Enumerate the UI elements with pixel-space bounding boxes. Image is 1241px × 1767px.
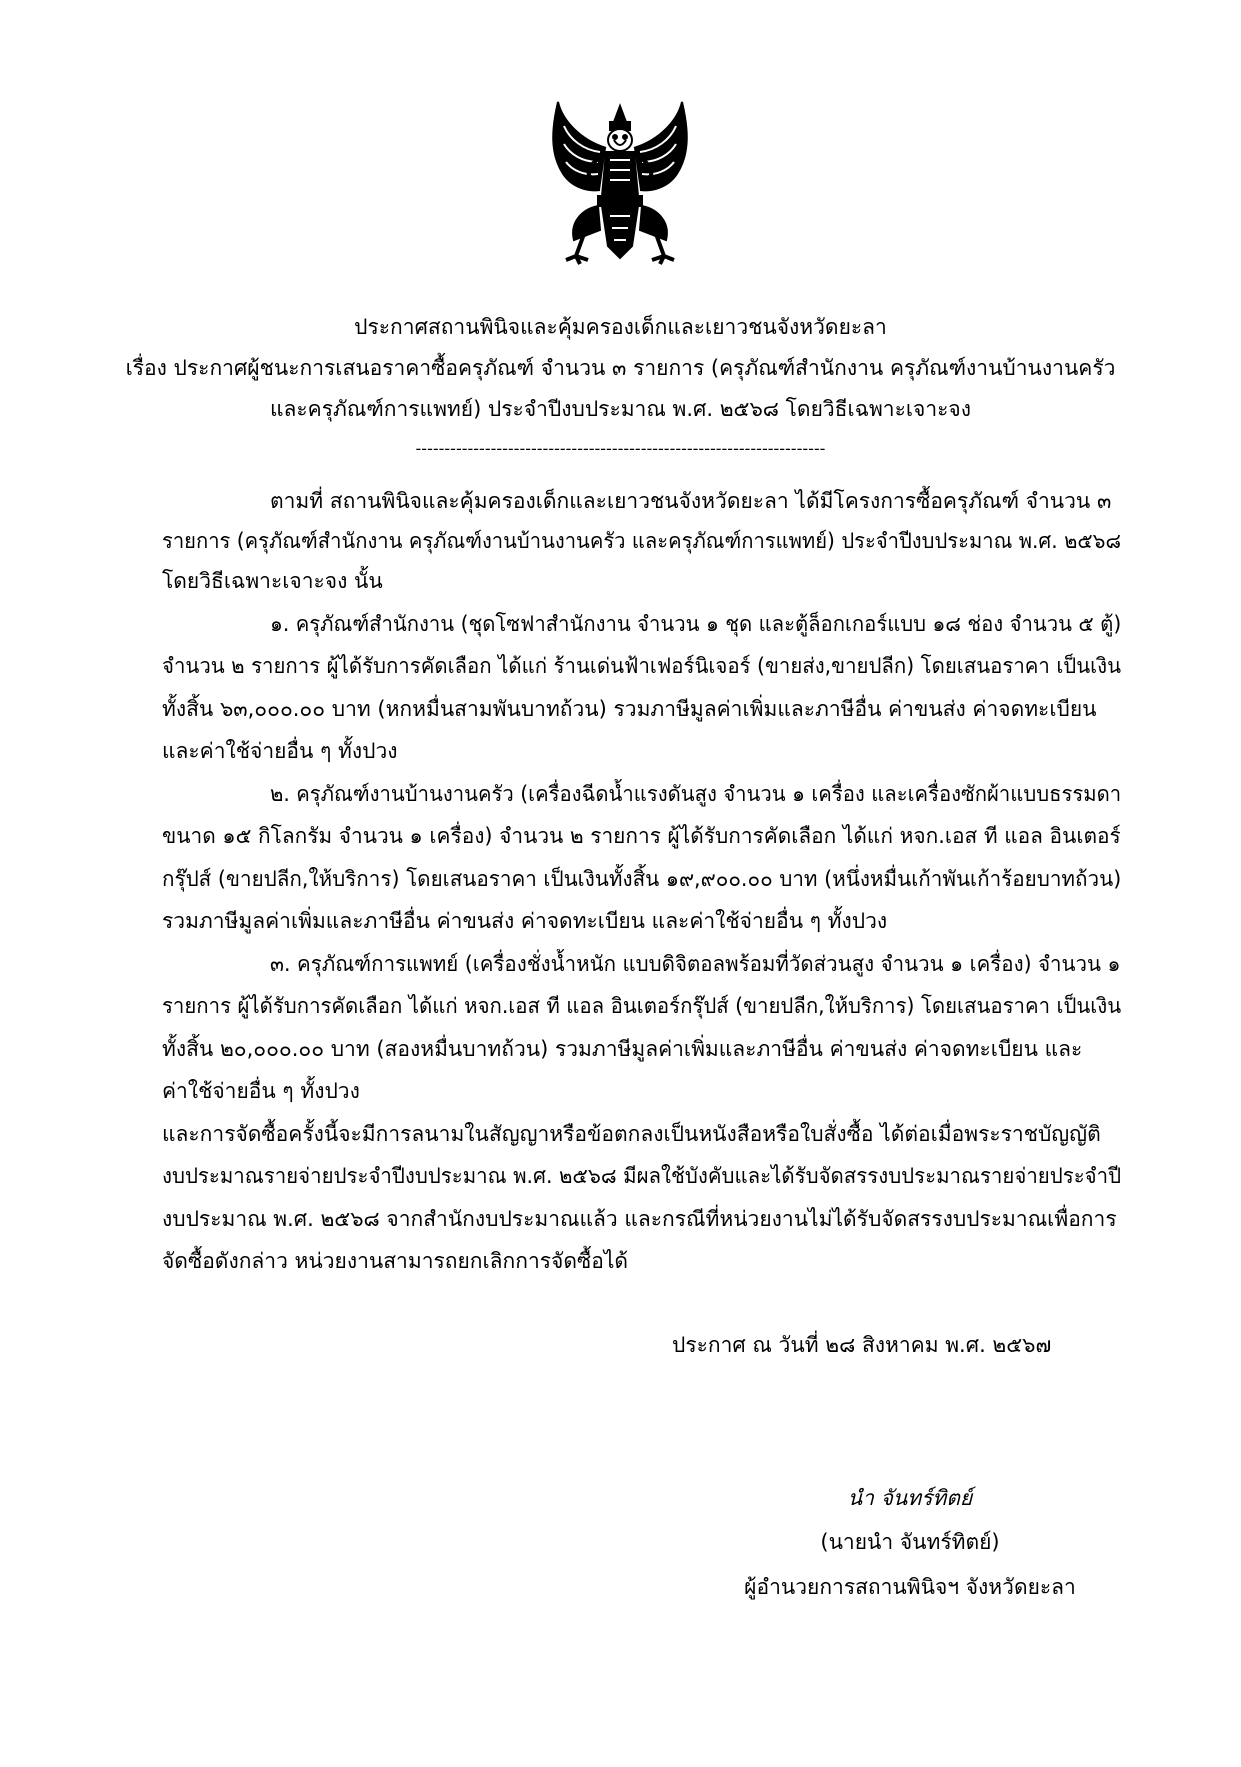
item2-line-2: ขนาด ๑๕ กิโลกรัม จำนวน ๑ เครื่อง) จำนวน ๒ รายการ ผู้ได้รับการคัดเลือก ได้แก่ หจก.เอส ที แอล อินเตอร์: [162, 824, 1121, 848]
item1-line-1: ๑. ครุภัณฑ์สำนักงาน (ชุดโซฟาสำนักงาน จำนวน ๑ ชุด และตู้ล็อกเกอร์แบบ ๑๘ ช่อง จำนวน ๕ ตู้): [270, 612, 1122, 636]
signature: นำ จันทร์ทิตย์: [847, 1486, 973, 1510]
condition-line-1: และการจัดซื้อครั้งนี้จะมีการลนามในสัญญาหรือข้อตกลงเป็นหนังสือหรือใบสั่งซื้อ ได้ต่อเมื่อพระราชบัญญัติ: [162, 1122, 1101, 1146]
condition-line-4: จัดซื้อดังกล่าว หน่วยงานสามารถยกเลิกการจัดซื้อได้: [162, 1249, 629, 1273]
separator-line: -----------------------------------------------------------------------: [415, 439, 826, 458]
intro-line-1: ตามที่ สถานพินิจและคุ้มครองเด็กและเยาวชนจังหวัดยะลา ได้มีโครงการซื้อครุภัณฑ์ จำนวน ๓: [270, 489, 1112, 513]
item3-line-3: ทั้งสิ้น ๒๐,๐๐๐.๐๐ บาท (สองหมื่นบาทถ้วน) รวมภาษีมูลค่าเพิ่มและภาษีอื่น ค่าขนส่ง ค่าจดทะเบียน และ: [162, 1037, 1083, 1061]
item1-line-3: ทั้งสิ้น ๖๓,๐๐๐.๐๐ บาท (หกหมื่นสามพันบาทถ้วน) รวมภาษีมูลค่าเพิ่มและภาษีอื่น ค่าขนส่ง ค่าจดทะเบียน: [162, 697, 1097, 721]
condition-line-3: งบประมาณ พ.ศ. ๒๕๖๘ จากสำนักงบประมาณแล้ว และกรณีที่หน่วยงานไม่ได้รับจัดสรรงบประมาณเพื่อการ: [162, 1207, 1117, 1231]
signer-position: ผู้อำนวยการสถานพินิจฯ จังหวัดยะลา: [744, 1575, 1076, 1599]
signer-name: (นายนำ จันทร์ทิตย์): [820, 1530, 1000, 1554]
subject-line-1: เรื่อง ประกาศผู้ชนะการเสนอราคาซื้อครุภัณฑ์ จำนวน ๓ รายการ (ครุภัณฑ์สำนักงาน ครุภัณฑ์งานบ้านงานครัว: [125, 356, 1116, 380]
item3-line-2: รายการ ผู้ได้รับการคัดเลือก ได้แก่ หจก.เอส ที แอล อินเตอร์กรุ๊ปส์ (ขายปลีก,ให้บริการ) โดยเสนอราคา เป็นเงิน: [162, 994, 1122, 1018]
item3-line-1: ๓. ครุภัณฑ์การแพทย์ (เครื่องชั่งน้ำหนัก แบบดิจิตอลพร้อมที่วัดส่วนสูง จำนวน ๑ เครื่อง) จำนวน ๑: [270, 952, 1121, 976]
announcement-title: ประกาศสถานพินิจและคุ้มครองเด็กและเยาวชนจังหวัดยะลา: [354, 315, 887, 339]
intro-line-3: โดยวิธีเฉพาะเจาะจง นั้น: [162, 569, 383, 593]
intro-line-2: รายการ (ครุภัณฑ์สำนักงาน ครุภัณฑ์งานบ้านงานครัว และครุภัณฑ์การแพทย์) ประจำปีงบประมาณ พ.ศ. ๒๕๖๘: [162, 529, 1122, 553]
subject-line-2: และครุภัณฑ์การแพทย์) ประจำปีงบประมาณ พ.ศ. ๒๕๖๘ โดยวิธีเฉพาะเจาะจง: [269, 397, 971, 421]
item2-line-3: กรุ๊ปส์ (ขายปลีก,ให้บริการ) โดยเสนอราคา เป็นเงินทั้งสิ้น ๑๙,๙๐๐.๐๐ บาท (หนึ่งหมื่นเก้าพันเก้าร้อยบาทถ้วน): [162, 867, 1122, 891]
item1-line-2: จำนวน ๒ รายการ ผู้ได้รับการคัดเลือก ได้แก่ ร้านเด่นฟ้าเฟอร์นิเจอร์ (ขายส่ง,ขายปลีก) โดยเสนอราคา เป็นเงิน: [162, 654, 1122, 678]
item1-line-4: และค่าใช้จ่ายอื่น ๆ ทั้งปวง: [162, 739, 398, 763]
item2-line-1: ๒. ครุภัณฑ์งานบ้านงานครัว (เครื่องฉีดน้ำแรงดันสูง จำนวน ๑ เครื่อง และเครื่องซักผ้าแบบธรรมดา: [270, 782, 1122, 806]
item3-line-4: ค่าใช้จ่ายอื่น ๆ ทั้งปวง: [162, 1079, 360, 1103]
announcement-date: ประกาศ ณ วันที่ ๒๘ สิงหาคม พ.ศ. ๒๕๖๗: [672, 1333, 1052, 1357]
item2-line-4: รวมภาษีมูลค่าเพิ่มและภาษีอื่น ค่าขนส่ง ค่าจดทะเบียน และค่าใช้จ่ายอื่น ๆ ทั้งปวง: [162, 909, 888, 933]
garuda-emblem-icon: [540, 100, 700, 270]
condition-line-2: งบประมาณรายจ่ายประจำปีงบประมาณ พ.ศ. ๒๕๖๘ มีผลใช้บังคับและได้รับจัดสรรงบประมาณรายจ่ายประจำปี: [162, 1164, 1122, 1188]
